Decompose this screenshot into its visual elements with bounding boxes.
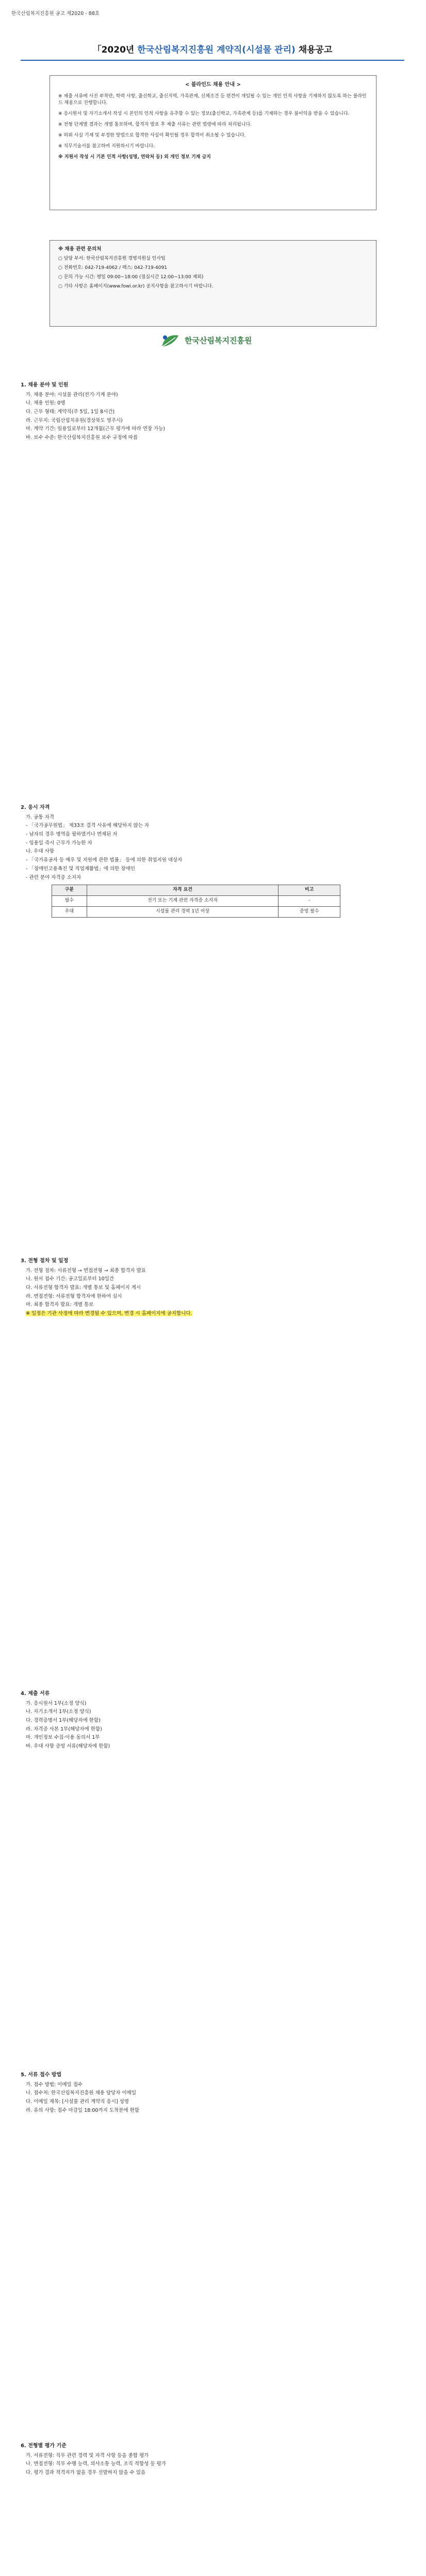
- section-eligibility: [21, 804, 404, 921]
- highlighted-text: ※ 일정은 기관 사정에 따라 변경될 수 있으며, 변경 시 홈페이지에 공지합니다.: [26, 1311, 192, 1317]
- table-header: 자격 요건: [87, 885, 278, 896]
- section-title: 3. 전형 절차 및 일정: [21, 1258, 69, 1264]
- contact-info-box: [50, 240, 376, 327]
- info-box-title: ※ 채용 관련 문의처: [58, 246, 102, 252]
- section-line: 마. 최종 합격자 발표: 개별 통보: [26, 1302, 94, 1308]
- section-hiring-field: [21, 381, 404, 443]
- table-cell: -: [278, 896, 340, 907]
- section-line: 가. 서류전형: 직무 관련 경력 및 자격 사항 등을 종합 평가: [26, 2452, 149, 2459]
- section-evaluation: [21, 2442, 404, 2478]
- table-header: 비고: [278, 885, 340, 896]
- section-submission: [21, 2071, 404, 2115]
- announcement-number: 한국산림복지진흥원 공고 제2020 - 88호: [11, 11, 100, 16]
- notice-bold-line: ※ 지원서 작성 시 기본 인적 사항(성명, 연락처 등) 외 개인 정보 기재 금지: [58, 155, 211, 160]
- section-line: 나. 우대 사항: [26, 849, 54, 855]
- section-title: 2. 응시 자격: [21, 805, 50, 810]
- logo-org-name: 한국산림복지진흥원: [185, 336, 252, 346]
- section-line: 라. 면접전형: 서류전형 합격자에 한하여 실시: [26, 1293, 122, 1299]
- title-prefix: 「2020년: [92, 45, 138, 55]
- section-line: 나. 면접전형: 직무 수행 능력, 의사소통 능력, 조직 적합성 등 평가: [26, 2461, 166, 2467]
- section-title: 4. 제출 서류: [21, 1691, 50, 1697]
- highlight-note: [21, 1310, 404, 1318]
- notice-paragraph: ※ 응시원서 및 자기소개서 작성 시 본인의 인적 사항을 유추할 수 있는 정보(출신학교, 가족관계 등)를 기재하는 경우 불이익을 받을 수 있습니다.: [58, 111, 350, 117]
- table-cell: 필수: [52, 896, 87, 907]
- blind-hiring-notice: [50, 75, 376, 210]
- section-line: 나. 원서 접수 기간: 공고일로부터 10일간: [26, 1276, 114, 1282]
- section-line: 다. 평가 결과 적격자가 없을 경우 선발하지 않을 수 있음: [26, 2469, 146, 2476]
- notice-paragraph: ※ 전형 단계별 결과는 개별 통보하며, 합격자 발표 후 제출 서류는 관련 법령에 따라 처리됩니다.: [58, 122, 252, 128]
- section-line: 가. 접수 방법: 이메일 접수: [26, 2081, 83, 2088]
- table-cell: 시설물 관리 경력 1년 이상: [87, 907, 278, 918]
- org-logo: [160, 330, 268, 352]
- section-line: 다. 서류전형 합격자 발표: 개별 통보 및 홈페이지 게시: [26, 1284, 141, 1291]
- section-line: 나. 접수처: 한국산림복지진흥원 채용 담당자 이메일: [26, 2090, 137, 2096]
- table-cell: 전기 또는 기계 관련 자격증 소지자: [87, 896, 278, 907]
- notice-title: < 블라인드 채용 안내 >: [185, 82, 241, 88]
- section-line: - 남자의 경우 병역을 필하였거나 면제된 자: [26, 831, 118, 837]
- notice-paragraph: ※ 제출 서류에 사진 부착란, 학력 사항, 출신학교, 출신지역, 가족관계, 신체조건 등 편견이 개입될 수 있는 개인 인적 사항을 기재하지 않도록 하는 블라인드 채용으로 진행합니다.: [58, 93, 367, 106]
- info-line: ○ 전화번호: 042-719-4062 / 팩스: 042-719-4091: [58, 265, 167, 270]
- section-line: 마. 계약 기간: 임용일로부터 12개월(근무 평가에 따라 연장 가능): [26, 426, 166, 432]
- notice-paragraph: ※ 허위 사실 기재 및 부정한 방법으로 합격한 사실이 확인될 경우 합격이 취소될 수 있습니다.: [58, 133, 246, 139]
- table-row: [52, 907, 340, 918]
- section-line: 라. 유의 사항: 접수 마감일 18:00까지 도착분에 한함: [26, 2107, 139, 2113]
- section-documents: [21, 1690, 404, 1752]
- section-line: 가. 공통 자격: [26, 814, 54, 820]
- section-line: 나. 채용 인원: 0명: [26, 400, 65, 406]
- section-line: - 「장애인고용촉진 및 직업재활법」에 의한 장애인: [26, 866, 135, 872]
- section-line: 마. 개인정보 수집·이용 동의서 1부: [26, 1735, 100, 1741]
- section-title: 6. 전형별 평가 기준: [21, 2443, 67, 2449]
- table-cell: 우대: [52, 907, 87, 918]
- section-line: 가. 응시원서 1부(소정 양식): [26, 1700, 87, 1706]
- title-suffix: 채용공고: [295, 45, 333, 55]
- section-line: 가. 전형 절차: 서류전형 → 면접전형 → 최종 합격자 발표: [26, 1267, 146, 1274]
- section-line: - 「국가유공자 등 예우 및 지원에 관한 법률」 등에 의한 취업지원 대상자: [26, 857, 183, 863]
- section-line: 다. 근무 형태: 계약직(주 5일, 1일 8시간): [26, 409, 115, 415]
- page-title: [21, 43, 404, 61]
- section-line: - 「국가공무원법」 제33조 결격 사유에 해당하지 않는 자: [26, 823, 150, 829]
- section-line: 다. 이메일 제목: [시설물 관리 계약직 응시] 성명: [26, 2098, 129, 2105]
- info-line: ○ 담당 부서: 한국산림복지진흥원 경영지원실 인사팀: [58, 256, 166, 261]
- section-process: [21, 1257, 404, 1319]
- section-line: 가. 채용 분야: 시설물 관리(전기·기계 분야): [26, 392, 118, 398]
- section-line: 나. 자기소개서 1부(소정 양식): [26, 1709, 91, 1715]
- leaf-logo-icon: [160, 332, 181, 350]
- info-line: ○ 기타 사항은 홈페이지(www.fowi.or.kr) 공지사항을 참고하시기 바랍니다.: [58, 283, 214, 289]
- title-accent: 한국산림복지진흥원 계약직(시설물 관리): [137, 45, 296, 55]
- table-cell: 증빙 필수: [278, 907, 340, 918]
- info-line: ○ 문의 가능 시간: 평일 09:00~18:00 (점심시간 12:00~13:00 제외): [58, 274, 204, 280]
- section-line: 바. 보수 수준: 한국산림복지진흥원 보수 규정에 따름: [26, 435, 138, 441]
- notice-paragraph: ※ 직무기술서를 참고하여 지원하시기 바랍니다.: [58, 144, 155, 149]
- section-title: 5. 서류 접수 방법: [21, 2072, 62, 2078]
- table-row: [52, 896, 340, 907]
- section-line: 바. 우대 사항 증빙 서류(해당자에 한함): [26, 1743, 110, 1750]
- section-line: 라. 근무지: 국립산림치유원(경상북도 영주시): [26, 417, 123, 423]
- section-line: 다. 경력증명서 1부(해당자에 한함): [26, 1717, 101, 1723]
- section-line: - 관련 분야 자격증 소지자: [26, 874, 81, 880]
- qualification-table: [52, 885, 340, 918]
- section-line: 라. 자격증 사본 1부(해당자에 한함): [26, 1726, 102, 1732]
- table-header: 구분: [52, 885, 87, 896]
- section-line: - 임용일 즉시 근무가 가능한 자: [26, 840, 92, 846]
- section-title: 1. 채용 분야 및 인원: [21, 382, 69, 388]
